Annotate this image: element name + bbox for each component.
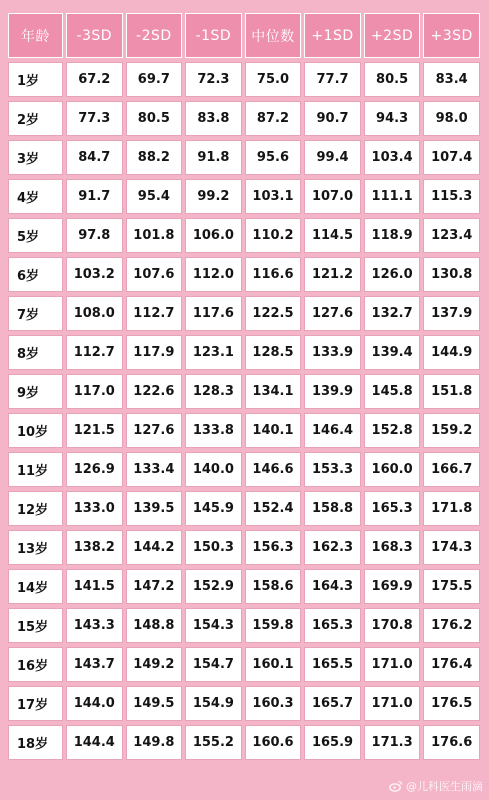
height-cell: 169.9: [364, 569, 421, 604]
height-cell: 130.8: [423, 257, 480, 292]
height-cell: 121.2: [304, 257, 361, 292]
age-label: 17岁: [8, 686, 63, 721]
height-cell: 99.2: [185, 179, 242, 214]
height-cell: 133.0: [66, 491, 123, 526]
header-age: 年龄: [8, 13, 63, 58]
age-label: 14岁: [8, 569, 63, 604]
height-cell: 67.2: [66, 62, 123, 97]
age-label: 9岁: [8, 374, 63, 409]
height-cell: 72.3: [185, 62, 242, 97]
height-cell: 133.9: [304, 335, 361, 370]
height-cell: 143.7: [66, 647, 123, 682]
height-cell: 116.6: [245, 257, 302, 292]
height-cell: 165.3: [364, 491, 421, 526]
age-label: 16岁: [8, 647, 63, 682]
height-cell: 171.3: [364, 725, 421, 760]
height-cell: 110.2: [245, 218, 302, 253]
height-cell: 147.2: [126, 569, 183, 604]
height-cell: 88.2: [126, 140, 183, 175]
height-cell: 166.7: [423, 452, 480, 487]
age-label: 4岁: [8, 179, 63, 214]
age-label: 18岁: [8, 725, 63, 760]
height-cell: 164.3: [304, 569, 361, 604]
height-cell: 171.8: [423, 491, 480, 526]
height-cell: 165.5: [304, 647, 361, 682]
height-cell: 107.0: [304, 179, 361, 214]
height-cell: 159.2: [423, 413, 480, 448]
header-minus-2sd: -2SD: [126, 13, 183, 58]
height-cell: 170.8: [364, 608, 421, 643]
height-cell: 111.1: [364, 179, 421, 214]
height-reference-table: [5, 9, 483, 764]
height-cell: 103.4: [364, 140, 421, 175]
height-cell: 151.8: [423, 374, 480, 409]
table-row: [8, 647, 480, 682]
height-cell: 108.0: [66, 296, 123, 331]
height-cell: 95.6: [245, 140, 302, 175]
table-row: [8, 218, 480, 253]
height-cell: 80.5: [126, 101, 183, 136]
height-cell: 122.5: [245, 296, 302, 331]
age-label: 2岁: [8, 101, 63, 136]
height-cell: 128.3: [185, 374, 242, 409]
height-cell: 133.8: [185, 413, 242, 448]
height-cell: 133.4: [126, 452, 183, 487]
height-cell: 146.4: [304, 413, 361, 448]
header-plus-2sd: +2SD: [364, 13, 421, 58]
height-cell: 121.5: [66, 413, 123, 448]
height-cell: 77.7: [304, 62, 361, 97]
age-label: 5岁: [8, 218, 63, 253]
height-cell: 91.8: [185, 140, 242, 175]
height-cell: 155.2: [185, 725, 242, 760]
age-label: 7岁: [8, 296, 63, 331]
height-cell: 160.6: [245, 725, 302, 760]
height-cell: 165.7: [304, 686, 361, 721]
height-cell: 134.1: [245, 374, 302, 409]
height-cell: 127.6: [304, 296, 361, 331]
height-cell: 154.3: [185, 608, 242, 643]
header-plus-1sd: +1SD: [304, 13, 361, 58]
height-cell: 145.9: [185, 491, 242, 526]
height-cell: 112.7: [66, 335, 123, 370]
height-cell: 154.7: [185, 647, 242, 682]
height-cell: 152.9: [185, 569, 242, 604]
height-cell: 118.9: [364, 218, 421, 253]
height-cell: 97.8: [66, 218, 123, 253]
height-cell: 99.4: [304, 140, 361, 175]
header-minus-1sd: -1SD: [185, 13, 242, 58]
header-plus-3sd: +3SD: [423, 13, 480, 58]
height-cell: 98.0: [423, 101, 480, 136]
height-cell: 171.0: [364, 647, 421, 682]
height-cell: 126.0: [364, 257, 421, 292]
height-cell: 95.4: [126, 179, 183, 214]
height-cell: 117.6: [185, 296, 242, 331]
height-cell: 176.4: [423, 647, 480, 682]
height-cell: 176.5: [423, 686, 480, 721]
height-cell: 139.5: [126, 491, 183, 526]
table-row: [8, 179, 480, 214]
age-label: 11岁: [8, 452, 63, 487]
table-row: [8, 452, 480, 487]
height-cell: 176.6: [423, 725, 480, 760]
height-cell: 165.9: [304, 725, 361, 760]
height-cell: 123.1: [185, 335, 242, 370]
table-row: [8, 296, 480, 331]
height-cell: 144.4: [66, 725, 123, 760]
table-row: [8, 257, 480, 292]
table-body: [8, 62, 480, 760]
table-row: [8, 530, 480, 565]
height-cell: 117.9: [126, 335, 183, 370]
height-cell: 144.2: [126, 530, 183, 565]
height-cell: 152.8: [364, 413, 421, 448]
table-row: [8, 413, 480, 448]
table-row: [8, 101, 480, 136]
header-median: 中位数: [245, 13, 302, 58]
height-cell: 107.6: [126, 257, 183, 292]
height-cell: 150.3: [185, 530, 242, 565]
height-cell: 174.3: [423, 530, 480, 565]
watermark: [389, 778, 483, 794]
height-cell: 162.3: [304, 530, 361, 565]
height-cell: 112.0: [185, 257, 242, 292]
height-cell: 149.8: [126, 725, 183, 760]
height-cell: 103.2: [66, 257, 123, 292]
height-cell: 158.8: [304, 491, 361, 526]
height-cell: 160.3: [245, 686, 302, 721]
age-label: 3岁: [8, 140, 63, 175]
height-cell: 159.8: [245, 608, 302, 643]
height-cell: 69.7: [126, 62, 183, 97]
age-label: 6岁: [8, 257, 63, 292]
height-cell: 144.9: [423, 335, 480, 370]
height-cell: 144.0: [66, 686, 123, 721]
height-cell: 160.1: [245, 647, 302, 682]
height-cell: 143.3: [66, 608, 123, 643]
table-row: [8, 335, 480, 370]
height-cell: 84.7: [66, 140, 123, 175]
height-cell: 138.2: [66, 530, 123, 565]
height-cell: 115.3: [423, 179, 480, 214]
table-row: [8, 374, 480, 409]
age-label: 10岁: [8, 413, 63, 448]
height-cell: 103.1: [245, 179, 302, 214]
age-label: 15岁: [8, 608, 63, 643]
height-cell: 145.8: [364, 374, 421, 409]
weibo-icon: [389, 780, 403, 792]
height-cell: 122.6: [126, 374, 183, 409]
height-cell: 149.2: [126, 647, 183, 682]
height-cell: 148.8: [126, 608, 183, 643]
height-cell: 132.7: [364, 296, 421, 331]
height-cell: 171.0: [364, 686, 421, 721]
height-cell: 123.4: [423, 218, 480, 253]
header-minus-3sd: -3SD: [66, 13, 123, 58]
table-row: [8, 725, 480, 760]
height-cell: 127.6: [126, 413, 183, 448]
height-cell: 101.8: [126, 218, 183, 253]
height-cell: 139.4: [364, 335, 421, 370]
height-cell: 94.3: [364, 101, 421, 136]
height-cell: 83.8: [185, 101, 242, 136]
height-cell: 158.6: [245, 569, 302, 604]
watermark-text: @儿科医生雨滴: [406, 780, 483, 793]
height-cell: 117.0: [66, 374, 123, 409]
height-cell: 139.9: [304, 374, 361, 409]
height-cell: 112.7: [126, 296, 183, 331]
age-label: 13岁: [8, 530, 63, 565]
height-cell: 175.5: [423, 569, 480, 604]
table-row: [8, 686, 480, 721]
height-cell: 176.2: [423, 608, 480, 643]
height-cell: 156.3: [245, 530, 302, 565]
height-cell: 106.0: [185, 218, 242, 253]
height-cell: 80.5: [364, 62, 421, 97]
table-header: [8, 13, 480, 58]
height-cell: 126.9: [66, 452, 123, 487]
height-cell: 146.6: [245, 452, 302, 487]
table-row: [8, 62, 480, 97]
height-cell: 91.7: [66, 179, 123, 214]
table-row: [8, 569, 480, 604]
height-cell: 83.4: [423, 62, 480, 97]
height-cell: 149.5: [126, 686, 183, 721]
table-row: [8, 608, 480, 643]
height-cell: 107.4: [423, 140, 480, 175]
height-cell: 140.0: [185, 452, 242, 487]
height-cell: 168.3: [364, 530, 421, 565]
height-cell: 165.3: [304, 608, 361, 643]
height-cell: 140.1: [245, 413, 302, 448]
height-cell: 77.3: [66, 101, 123, 136]
height-cell: 153.3: [304, 452, 361, 487]
table-row: [8, 140, 480, 175]
age-label: 12岁: [8, 491, 63, 526]
height-cell: 160.0: [364, 452, 421, 487]
height-cell: 141.5: [66, 569, 123, 604]
header-row: [8, 13, 480, 58]
table-row: [8, 491, 480, 526]
height-cell: 90.7: [304, 101, 361, 136]
height-cell: 87.2: [245, 101, 302, 136]
height-cell: 152.4: [245, 491, 302, 526]
age-label: 8岁: [8, 335, 63, 370]
height-cell: 154.9: [185, 686, 242, 721]
height-cell: 137.9: [423, 296, 480, 331]
height-cell: 128.5: [245, 335, 302, 370]
height-cell: 75.0: [245, 62, 302, 97]
height-cell: 114.5: [304, 218, 361, 253]
age-label: 1岁: [8, 62, 63, 97]
